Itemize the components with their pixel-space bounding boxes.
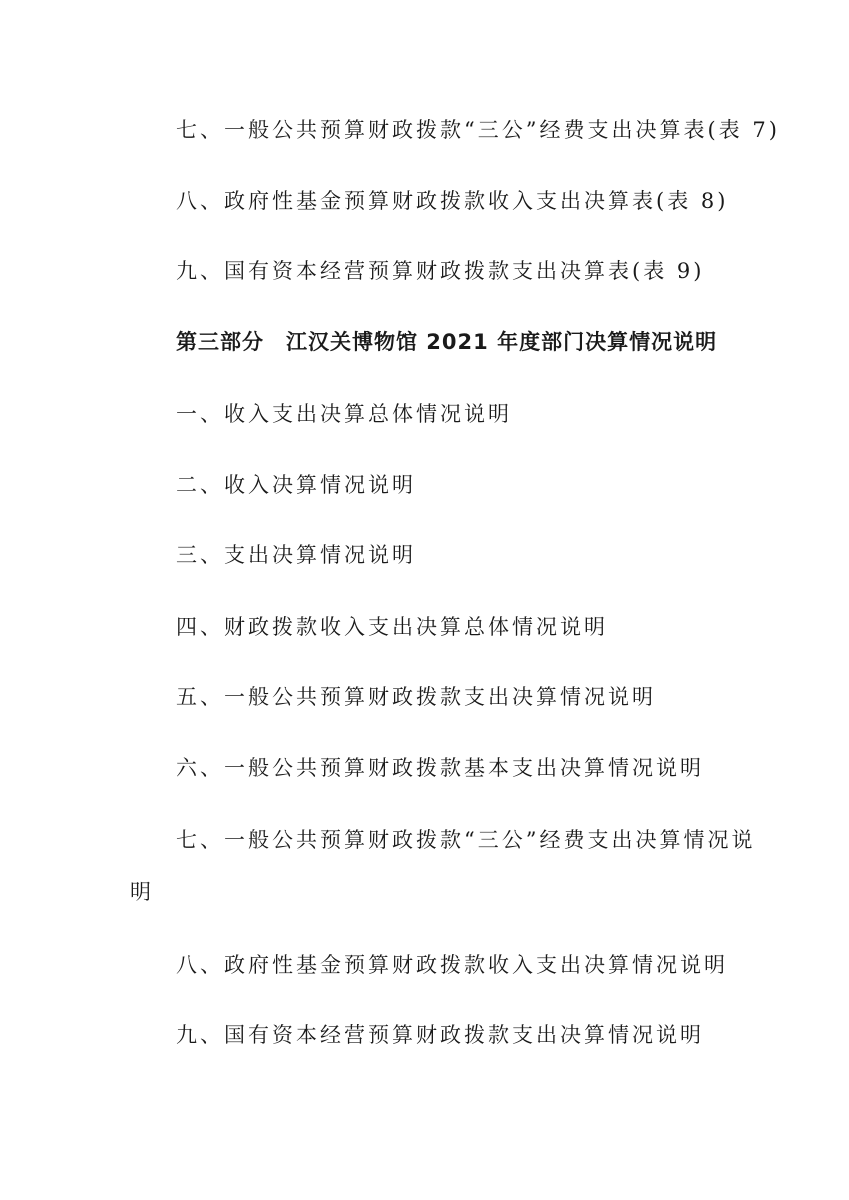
explanation-item-7: 七、一般公共预算财政拨款“三公”经费支出决算情况说 bbox=[176, 828, 756, 852]
explanation-item-5: 五、一般公共预算财政拨款支出决算情况说明 bbox=[176, 685, 656, 709]
explanation-item-8: 八、政府性基金预算财政拨款收入支出决算情况说明 bbox=[176, 953, 728, 977]
explanation-item-7-continued: 明 bbox=[130, 880, 154, 904]
table-7-item: 七、一般公共预算财政拨款“三公”经费支出决算表(表 7) bbox=[176, 118, 780, 142]
explanation-item-4: 四、财政拨款收入支出决算总体情况说明 bbox=[176, 615, 608, 639]
explanation-item-1: 一、收入支出决算总体情况说明 bbox=[176, 402, 512, 426]
table-9-item: 九、国有资本经营预算财政拨款支出决算表(表 9) bbox=[176, 259, 705, 283]
explanation-item-6: 六、一般公共预算财政拨款基本支出决算情况说明 bbox=[176, 756, 704, 780]
explanation-item-9: 九、国有资本经营预算财政拨款支出决算情况说明 bbox=[176, 1023, 704, 1047]
explanation-item-2: 二、收入决算情况说明 bbox=[176, 473, 416, 497]
part3-heading: 第三部分 江汉关博物馆 2021 年度部门决算情况说明 bbox=[176, 330, 718, 354]
explanation-item-3: 三、支出决算情况说明 bbox=[176, 543, 416, 567]
table-8-item: 八、政府性基金预算财政拨款收入支出决算表(表 8) bbox=[176, 189, 729, 213]
